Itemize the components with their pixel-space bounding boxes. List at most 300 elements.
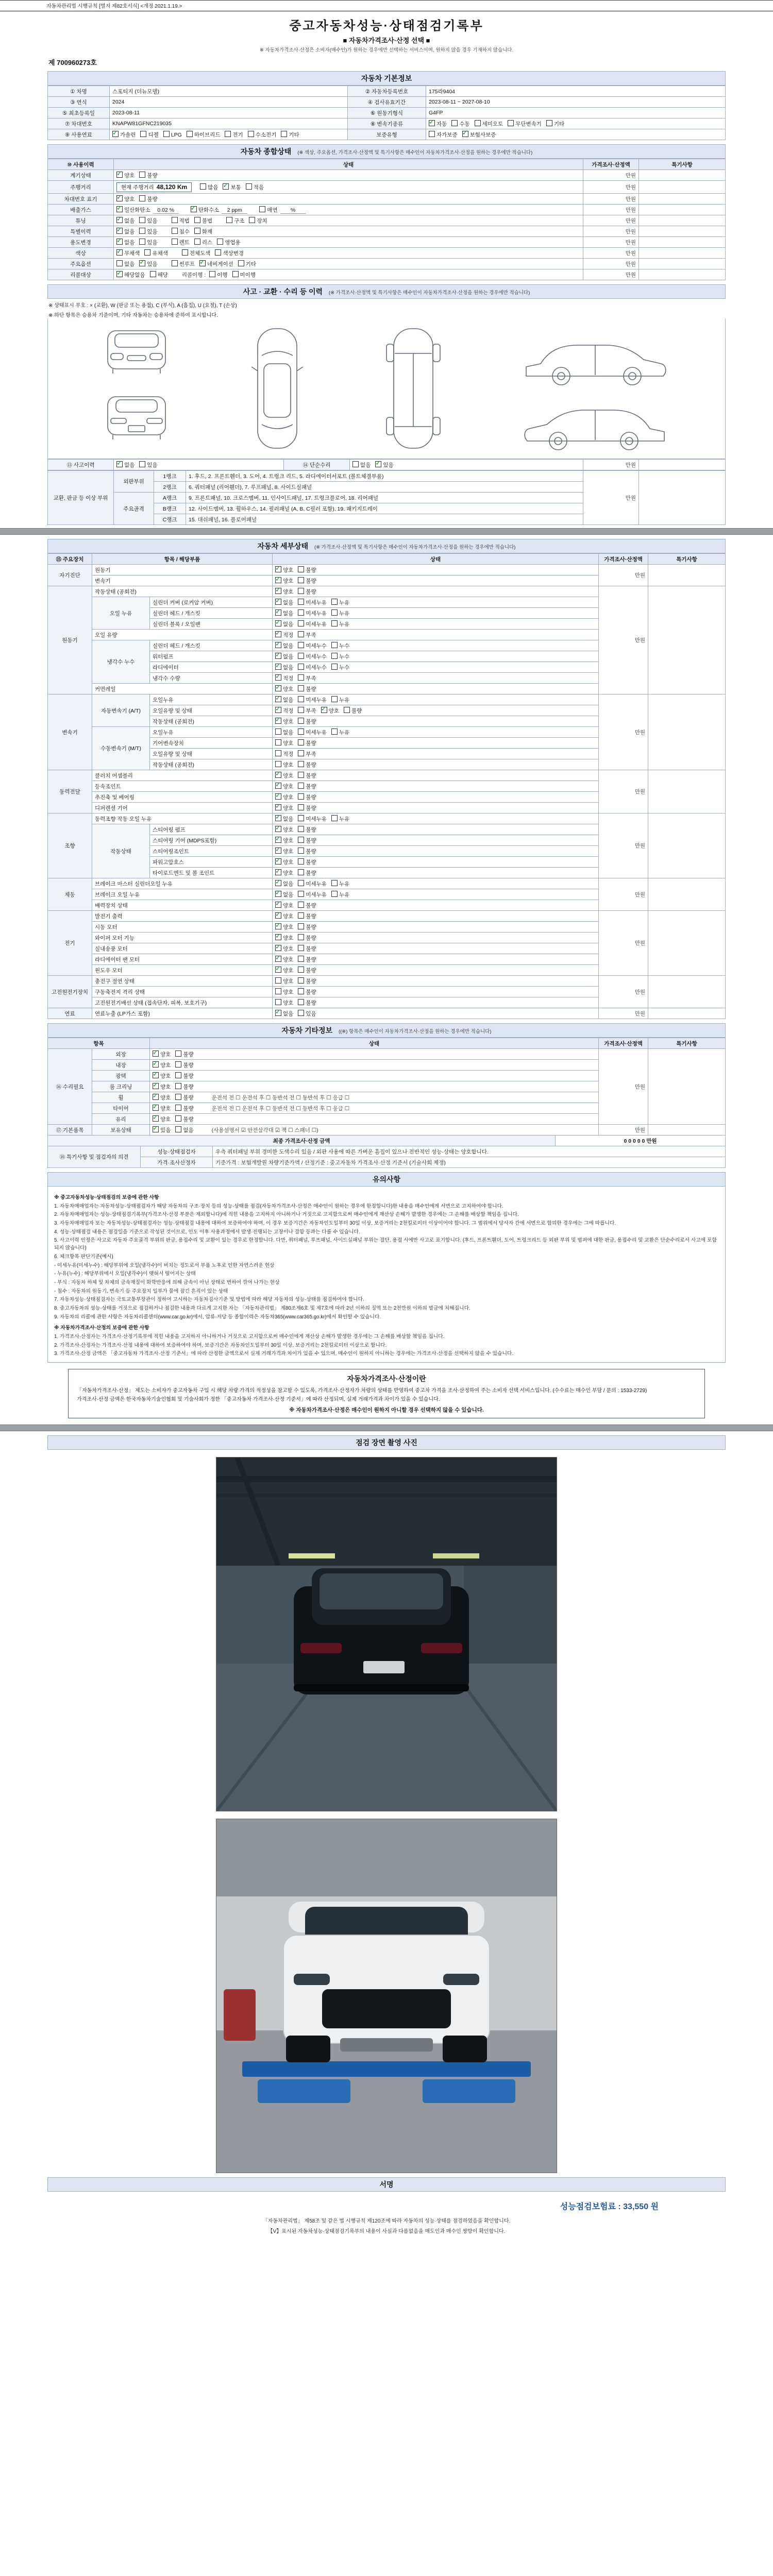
option-label: 부족 [306, 707, 316, 714]
option [298, 924, 316, 930]
checkbox-unchecked-icon[interactable] [298, 566, 304, 572]
opinion-who: 가격·조사산정자 [141, 1157, 213, 1168]
option-label: 가솔린 [120, 131, 136, 138]
checkbox-checked-icon[interactable] [223, 183, 229, 190]
checkbox-checked-icon[interactable] [275, 956, 281, 962]
checkbox-unchecked-icon[interactable] [298, 1010, 304, 1016]
checkbox-unchecked-icon[interactable] [238, 260, 244, 266]
checkbox-checked-icon[interactable] [275, 923, 281, 929]
checkbox-unchecked-icon[interactable] [175, 1083, 181, 1089]
checkbox-unchecked-icon[interactable] [248, 131, 254, 137]
option [275, 957, 293, 963]
option-group [275, 600, 354, 606]
checkbox-unchecked-icon[interactable] [139, 239, 145, 245]
note-line: - 침수 : 자동차의 원동기, 변속기 등 주요장치 일부가 물에 잠긴 흔적이 있는 상태 [54, 1288, 228, 1294]
option [275, 1000, 293, 1006]
checkbox-unchecked-icon[interactable] [275, 761, 281, 767]
item-label: 배력장치 상태 [92, 900, 273, 911]
checkbox-unchecked-icon[interactable] [259, 206, 265, 212]
checkbox-unchecked-icon[interactable] [508, 120, 514, 126]
option [298, 740, 316, 747]
checkbox-unchecked-icon[interactable] [139, 172, 145, 178]
checkbox-unchecked-icon[interactable] [298, 912, 304, 919]
option-label: 양호 [283, 967, 294, 974]
option [275, 719, 293, 725]
checkbox-checked-icon[interactable] [462, 131, 468, 137]
state-cell [150, 1092, 599, 1103]
checkbox-unchecked-icon[interactable] [298, 588, 304, 594]
option [275, 567, 293, 573]
option-label: 양호 [283, 794, 294, 801]
item-label: 오일 유량 [92, 630, 273, 640]
option [139, 261, 157, 267]
checkbox-checked-icon[interactable] [116, 172, 123, 178]
final-price-label: 최종 가격조사·산정 금액 [48, 1136, 556, 1146]
option [298, 751, 316, 757]
option-label: 누유 [339, 697, 350, 703]
column-header: 특기사항 [648, 554, 726, 565]
checkbox-unchecked-icon[interactable] [298, 620, 304, 626]
checkbox-unchecked-icon[interactable] [298, 783, 304, 789]
option-group [153, 1062, 198, 1069]
price-cell: 만원 [583, 194, 639, 205]
checkbox-unchecked-icon[interactable] [298, 728, 304, 735]
checkbox-unchecked-icon[interactable] [175, 1126, 181, 1132]
option [298, 632, 316, 638]
option [331, 881, 349, 887]
checkbox-checked-icon[interactable] [275, 815, 281, 821]
checkbox-checked-icon[interactable] [116, 217, 123, 223]
checkbox-unchecked-icon[interactable] [139, 461, 145, 467]
checkbox-unchecked-icon[interactable] [172, 228, 178, 234]
defbox-lines [77, 1387, 696, 1403]
option [175, 1106, 193, 1112]
accident-history-label: ⑬ 사고이력 [48, 460, 114, 470]
checkbox-checked-icon[interactable] [275, 620, 281, 626]
checkbox-unchecked-icon[interactable] [298, 815, 304, 821]
column-header: 상태 [114, 159, 583, 170]
checkbox-unchecked-icon[interactable] [175, 1094, 181, 1100]
option [275, 730, 293, 736]
option-group [275, 924, 321, 930]
checkbox-unchecked-icon[interactable] [172, 239, 178, 245]
checkbox-unchecked-icon[interactable] [298, 761, 304, 767]
checkbox-unchecked-icon[interactable] [298, 696, 304, 702]
item-label: 윈도우 모터 [92, 965, 273, 976]
rank-items: 1. 후드, 2. 프론트휀더, 3. 도어, 4. 트렁크 리드, 5. 라디에이터서포트 (볼트체결부품) [186, 471, 583, 482]
inspection-photo-front [216, 1819, 557, 2173]
checkbox-unchecked-icon[interactable] [246, 183, 252, 190]
option [163, 132, 182, 138]
checkbox-checked-icon[interactable] [275, 945, 281, 951]
checkbox-unchecked-icon[interactable] [298, 707, 304, 713]
checkbox-unchecked-icon[interactable] [298, 837, 304, 843]
option [275, 578, 293, 584]
checkbox-checked-icon[interactable] [275, 642, 281, 648]
checkbox-checked-icon[interactable] [275, 826, 281, 832]
checkbox-checked-icon[interactable] [275, 902, 281, 908]
checkbox-unchecked-icon[interactable] [331, 620, 338, 626]
option [275, 784, 293, 790]
checkbox-unchecked-icon[interactable] [144, 249, 150, 256]
checkbox-unchecked-icon[interactable] [200, 183, 206, 190]
exchange-section-label: 교환, 판금 등 이상 부위 [48, 471, 114, 525]
option [275, 621, 293, 628]
checkbox-checked-icon[interactable] [116, 239, 123, 245]
option [144, 250, 167, 257]
checkbox-unchecked-icon[interactable] [344, 707, 350, 713]
checkbox-unchecked-icon[interactable] [298, 988, 304, 994]
option-label: 있음 [147, 462, 158, 468]
note-line: - 누유(누수) : 해당부위에서 오일(냉각수)이 맺혀서 떨어지는 상태 [54, 1271, 196, 1277]
checkbox-unchecked-icon[interactable] [352, 461, 359, 467]
option-label: 누유 [339, 599, 350, 606]
checkbox-unchecked-icon[interactable] [172, 217, 178, 223]
checkbox-unchecked-icon[interactable] [139, 228, 145, 234]
checkbox-checked-icon[interactable] [199, 260, 206, 266]
state-cell [273, 651, 599, 662]
state-cell [273, 857, 599, 868]
option-group [275, 870, 321, 876]
checkbox-unchecked-icon[interactable] [298, 977, 304, 984]
checkbox-unchecked-icon[interactable] [298, 599, 304, 605]
option [139, 229, 157, 235]
item-label: 타이로드엔드 및 볼 조인트 [150, 868, 273, 878]
checkbox-checked-icon[interactable] [275, 631, 281, 637]
checkbox-unchecked-icon[interactable] [331, 696, 338, 702]
checkbox-unchecked-icon[interactable] [298, 826, 304, 832]
checkbox-checked-icon[interactable] [153, 1072, 159, 1078]
checkbox-checked-icon[interactable] [275, 891, 281, 897]
checkbox-unchecked-icon[interactable] [331, 891, 338, 897]
checkbox-checked-icon[interactable] [116, 461, 123, 467]
checkbox-unchecked-icon[interactable] [249, 217, 255, 223]
checkbox-checked-icon[interactable] [275, 858, 281, 865]
checkbox-unchecked-icon[interactable] [331, 609, 338, 616]
checkbox-checked-icon[interactable] [191, 206, 197, 212]
checkbox-unchecked-icon[interactable] [215, 249, 221, 256]
checkbox-checked-icon[interactable] [275, 804, 281, 810]
option [429, 121, 447, 127]
checkbox-checked-icon[interactable] [153, 1061, 159, 1067]
checkbox-unchecked-icon[interactable] [298, 718, 304, 724]
checkbox-unchecked-icon[interactable] [175, 1105, 181, 1111]
checkbox-unchecked-icon[interactable] [139, 217, 145, 223]
checkbox-unchecked-icon[interactable] [298, 793, 304, 800]
checkbox-checked-icon[interactable] [275, 577, 281, 583]
option-label: 없음 [283, 880, 294, 887]
device-group-label: 전기 [48, 911, 92, 976]
option-label: 불량 [351, 707, 362, 714]
option-label: 양호 [283, 902, 294, 909]
option [153, 1073, 171, 1079]
checkbox-unchecked-icon[interactable] [298, 739, 304, 745]
checkbox-checked-icon[interactable] [275, 653, 281, 659]
basic-items-label: ⑰ 기본품목 [48, 1125, 92, 1136]
checkbox-unchecked-icon[interactable] [172, 260, 178, 266]
device-group-label: 변속기 [48, 694, 92, 770]
option [298, 697, 327, 703]
checkbox-unchecked-icon[interactable] [150, 271, 156, 277]
checkbox-checked-icon[interactable] [275, 707, 281, 713]
checkbox-checked-icon[interactable] [375, 461, 381, 467]
option-label: 불량 [306, 740, 316, 747]
option-label: 불량 [306, 718, 316, 725]
option-group [172, 261, 261, 267]
checkbox-unchecked-icon[interactable] [298, 848, 304, 854]
checkbox-unchecked-icon[interactable] [331, 642, 338, 648]
checkbox-unchecked-icon[interactable] [298, 577, 304, 583]
option-group [275, 740, 321, 747]
checkbox-unchecked-icon[interactable] [298, 967, 304, 973]
final-price-table [47, 1135, 726, 1146]
option-group [116, 196, 162, 202]
checkbox-checked-icon[interactable] [275, 912, 281, 919]
checkbox-checked-icon[interactable] [153, 1105, 159, 1111]
checkbox-unchecked-icon[interactable] [182, 249, 188, 256]
option-label: 렌트 [179, 239, 190, 246]
checkbox-checked-icon[interactable] [275, 793, 281, 800]
checkbox-unchecked-icon[interactable] [275, 977, 281, 984]
extra-text: 운전석 전 ☐ 운전석 후 ☐ 동반석 전 ☐ 동반석 후 ☐ 응급 ☐ [211, 1105, 350, 1112]
checkbox-checked-icon[interactable] [153, 1126, 159, 1132]
option-group-prefix: 리콜이행 : [181, 272, 208, 278]
checkbox-unchecked-icon[interactable] [275, 750, 281, 756]
option-label: 양호 [283, 740, 294, 747]
checkbox-checked-icon[interactable] [153, 1094, 159, 1100]
car-name-value: 스포티지 (더뉴모델) [110, 86, 348, 97]
option-label: 불량 [306, 588, 316, 595]
note-line: 2. 가격조사·산정자는 가격조사·산정 내용에 대하여 보증하여야 하며, 보증기간은 자동차인도일부터 30일 이상, 보증거리는 2천킬로미터 이상으로 합니다. [54, 1342, 387, 1348]
checkbox-unchecked-icon[interactable] [194, 239, 200, 245]
checkbox-checked-icon[interactable] [116, 271, 123, 277]
option-label: 불량 [306, 989, 316, 995]
checkbox-unchecked-icon[interactable] [194, 217, 200, 223]
checkbox-checked-icon[interactable] [275, 848, 281, 854]
option-group [182, 272, 260, 278]
checkbox-unchecked-icon[interactable] [140, 131, 146, 137]
checkbox-checked-icon[interactable] [139, 260, 145, 266]
checkbox-unchecked-icon[interactable] [175, 1115, 181, 1122]
state-cell [273, 987, 599, 997]
option-label: 자가보증 [436, 131, 458, 138]
etc-item-label: 룸 크리닝 [92, 1081, 150, 1092]
option-group [275, 762, 321, 768]
checkbox-unchecked-icon[interactable] [298, 880, 304, 886]
option-label: 있음 [147, 239, 158, 246]
checkbox-unchecked-icon[interactable] [275, 999, 281, 1005]
remark-cell [648, 1049, 726, 1125]
option [116, 173, 135, 179]
page-3 [47, 1435, 726, 2234]
option [139, 173, 157, 179]
rank-name: 2랭크 [154, 482, 186, 493]
checkbox-checked-icon[interactable] [275, 880, 281, 886]
option-label: 양호 [160, 1051, 171, 1058]
checkbox-checked-icon[interactable] [112, 131, 119, 137]
checkbox-unchecked-icon[interactable] [298, 858, 304, 865]
option [331, 654, 349, 660]
checkbox-unchecked-icon[interactable] [209, 271, 215, 277]
checkbox-unchecked-icon[interactable] [298, 902, 304, 908]
checkbox-unchecked-icon[interactable] [226, 217, 232, 223]
checkbox-unchecked-icon[interactable] [298, 945, 304, 951]
checkbox-unchecked-icon[interactable] [331, 815, 338, 821]
option [175, 1052, 193, 1058]
checkbox-unchecked-icon[interactable] [232, 271, 239, 277]
checkbox-checked-icon[interactable] [275, 934, 281, 940]
checkbox-unchecked-icon[interactable] [298, 923, 304, 929]
sub-group-label: 냉각수 누수 [92, 640, 150, 684]
state-cell [273, 673, 599, 684]
option-label: 불량 [183, 1062, 194, 1069]
note-line: 5. 사고이력 인정은 사고로 자동차 주요골격 부위의 판금, 용접수리 및 교환이 있는 경우로 한정합니다. 다만, 쿼터패널, 루프패널, 사이드실패널 부위는 절단, 용접 시에만 사고로 표기합니다. (후드, 프론트휀더, 도어, 트렁크리드 등 외판 부위 및 범퍼에 대한 판금, 용접수리 및 교환은 단순수리로서 사고에 포함되지 않습니다) [54, 1238, 717, 1251]
detail-row [48, 586, 726, 597]
checkbox-unchecked-icon[interactable] [429, 131, 435, 137]
column-header: 상태 [273, 554, 599, 565]
sub-group-label: 자동변속기 (A/T) [92, 694, 150, 727]
option [116, 196, 135, 202]
checkbox-unchecked-icon[interactable] [298, 609, 304, 616]
option [546, 121, 564, 127]
option [298, 621, 327, 628]
checkbox-unchecked-icon[interactable] [225, 131, 231, 137]
option [298, 1011, 316, 1017]
checkbox-unchecked-icon[interactable] [298, 869, 304, 875]
checkbox-unchecked-icon[interactable] [298, 674, 304, 681]
checkbox-unchecked-icon[interactable] [298, 750, 304, 756]
option-label: 불량 [306, 935, 316, 941]
checkbox-checked-icon[interactable] [116, 249, 123, 256]
checkbox-unchecked-icon[interactable] [175, 1050, 181, 1057]
checkbox-unchecked-icon[interactable] [217, 239, 223, 245]
checkbox-checked-icon[interactable] [116, 195, 123, 201]
checkbox-unchecked-icon[interactable] [331, 653, 338, 659]
item-label: 오일유량 및 상태 [150, 749, 273, 759]
checkbox-unchecked-icon[interactable] [116, 260, 123, 266]
checkbox-unchecked-icon[interactable] [298, 804, 304, 810]
option-label: 양호 [160, 1105, 171, 1112]
checkbox-unchecked-icon[interactable] [546, 120, 552, 126]
checkbox-unchecked-icon[interactable] [139, 195, 145, 201]
checkbox-unchecked-icon[interactable] [298, 956, 304, 962]
checkbox-unchecked-icon[interactable] [298, 664, 304, 670]
checkbox-unchecked-icon[interactable] [331, 880, 338, 886]
checkbox-checked-icon[interactable] [429, 120, 435, 126]
checkbox-checked-icon[interactable] [275, 772, 281, 778]
option [275, 881, 293, 887]
state-cell [150, 1071, 599, 1081]
sub-group-label: 수동변속기 (M/T) [92, 727, 150, 770]
option-label: 불량 [183, 1105, 194, 1112]
section-overall-note: (※ 색상, 주요옵션, 가격조사·산정액 및 특기사항은 매수인이 자동차가격조사·산정을 원하는 경우에만 적습니다) [297, 150, 533, 156]
option [298, 827, 316, 833]
checkbox-unchecked-icon[interactable] [298, 772, 304, 778]
remark-cell [639, 194, 726, 205]
remark-cell [648, 770, 726, 814]
checkbox-checked-icon[interactable] [275, 718, 281, 724]
checkbox-checked-icon[interactable] [275, 967, 281, 973]
option-label: 양호 [283, 686, 294, 692]
state-cell [273, 1008, 599, 1019]
option-label: 보통 [230, 184, 241, 191]
checkbox-unchecked-icon[interactable] [175, 1061, 181, 1067]
checkbox-unchecked-icon[interactable] [451, 120, 458, 126]
checkbox-checked-icon[interactable] [275, 685, 281, 691]
checkbox-unchecked-icon[interactable] [298, 685, 304, 691]
checkbox-unchecked-icon[interactable] [298, 999, 304, 1005]
checkbox-checked-icon[interactable] [275, 609, 281, 616]
checkbox-checked-icon[interactable] [153, 1050, 159, 1057]
checkbox-unchecked-icon[interactable] [275, 739, 281, 745]
car-top-view-icon [246, 324, 308, 453]
state-cell [150, 1081, 599, 1092]
checkbox-unchecked-icon[interactable] [298, 631, 304, 637]
checkbox-unchecked-icon[interactable] [163, 131, 170, 137]
checkbox-checked-icon[interactable] [153, 1083, 159, 1089]
item-label: 동력조향 작동 오일 누유 [92, 814, 273, 824]
option-label: 미세누수 [306, 664, 327, 671]
checkbox-unchecked-icon[interactable] [281, 131, 287, 137]
option [275, 589, 293, 595]
checkbox-unchecked-icon[interactable] [331, 664, 338, 670]
checkbox-checked-icon[interactable] [275, 566, 281, 572]
checkbox-checked-icon[interactable] [275, 696, 281, 702]
checkbox-unchecked-icon[interactable] [194, 228, 200, 234]
checkbox-checked-icon[interactable] [275, 1010, 281, 1016]
checkbox-unchecked-icon[interactable] [175, 1072, 181, 1078]
checkbox-checked-icon[interactable] [116, 206, 123, 212]
checkbox-checked-icon[interactable] [116, 228, 123, 234]
checkbox-unchecked-icon[interactable] [298, 934, 304, 940]
device-group-label: 조향 [48, 814, 92, 878]
checkbox-checked-icon[interactable] [275, 664, 281, 670]
checkbox-checked-icon[interactable] [275, 674, 281, 681]
option-label: 하이브리드 [194, 131, 221, 138]
option-group [275, 913, 321, 920]
signature-statements [47, 2216, 726, 2234]
option-label: 미세누유 [306, 621, 327, 628]
checkbox-unchecked-icon[interactable] [275, 728, 281, 735]
checkbox-unchecked-icon[interactable] [275, 988, 281, 994]
field-label: 보증유형 [348, 129, 426, 140]
option [298, 838, 316, 844]
checkbox-unchecked-icon[interactable] [298, 891, 304, 897]
option [298, 849, 316, 855]
checkbox-checked-icon[interactable] [275, 588, 281, 594]
option [275, 675, 293, 682]
option-group [275, 903, 321, 909]
checkbox-unchecked-icon[interactable] [187, 131, 193, 137]
vin-value: KNAPW81GFNC219035 [110, 118, 348, 129]
option-group [275, 751, 321, 757]
checkbox-checked-icon[interactable] [275, 599, 281, 605]
state-cell [273, 900, 599, 911]
checkbox-checked-icon[interactable] [275, 783, 281, 789]
checkbox-checked-icon[interactable] [153, 1115, 159, 1122]
checkbox-unchecked-icon[interactable] [298, 642, 304, 648]
checkbox-unchecked-icon[interactable] [331, 728, 338, 735]
checkbox-checked-icon[interactable] [321, 707, 327, 713]
checkbox-checked-icon[interactable] [275, 869, 281, 875]
item-label: 오일유량 및 상태 [150, 705, 273, 716]
checkbox-unchecked-icon[interactable] [298, 653, 304, 659]
checkbox-unchecked-icon[interactable] [475, 120, 481, 126]
checkbox-unchecked-icon[interactable] [331, 599, 338, 605]
checkbox-checked-icon[interactable] [275, 837, 281, 843]
defbox-title: 자동차가격조사·산정이란 [347, 1375, 426, 1383]
option [248, 132, 277, 138]
